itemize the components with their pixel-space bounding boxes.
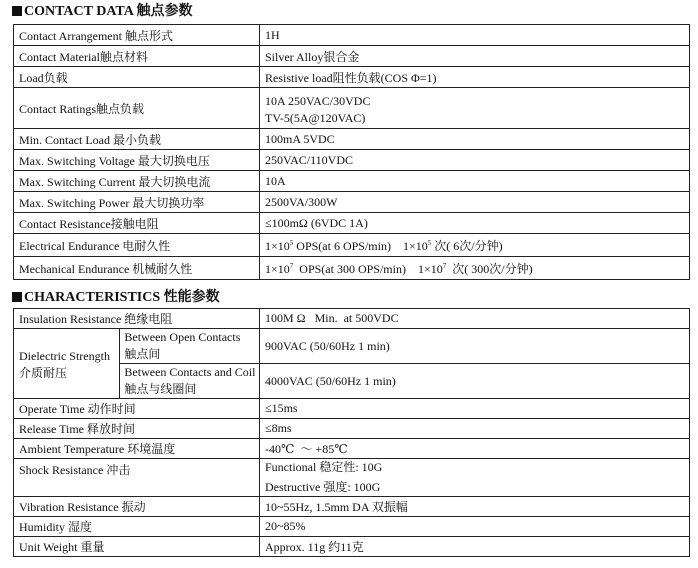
row-value: 900VAC (50/60Hz 1 min) [260, 329, 690, 364]
square-bullet-icon [12, 6, 22, 16]
table-row [14, 25, 690, 46]
table-row [14, 46, 690, 67]
square-bullet-icon [12, 292, 22, 302]
table-row [14, 497, 690, 517]
table-row [14, 309, 690, 329]
label-line: Dielectric Strength [19, 348, 110, 363]
row-label: Load负载 [14, 67, 260, 88]
exponent: 7 [289, 261, 294, 270]
table-row [14, 67, 690, 88]
row-label: Vibration Resistance 振动 [14, 497, 260, 517]
value-line: Destructive 强度: 100G [265, 480, 381, 494]
row-value: 10~55Hz, 1.5mm DA 双振幅 [260, 497, 690, 517]
value-line: Functional 稳定性: 10G [265, 460, 383, 474]
row-label: Electrical Endurance 电耐久性 [14, 234, 260, 257]
label-line: Between Open Contacts [124, 330, 241, 344]
row-label: Unit Weight 重量 [14, 537, 260, 557]
sub-label [120, 364, 260, 399]
table-row [14, 439, 690, 459]
row-label: Operate Time 动作时间 [14, 399, 260, 419]
row-value: 4000VAC (50/60Hz 1 min) [260, 364, 690, 399]
row-label: Max. Switching Current 最大切换电流 [14, 171, 260, 192]
row-value: 1H [260, 25, 690, 46]
table-row [14, 537, 690, 557]
row-label: Max. Switching Voltage 最大切换电压 [14, 150, 260, 171]
row-label: Insulation Resistance 绝缘电阻 [14, 309, 260, 329]
dielectric-strength-label [14, 329, 120, 399]
row-label: Max. Switching Power 最大切换功率 [14, 192, 260, 213]
row-value: -40℃ ～ +85℃ [260, 439, 690, 459]
contact-data-heading [12, 4, 193, 20]
row-label: Ambient Temperature 环境温度 [14, 439, 260, 459]
row-value [260, 88, 690, 129]
row-value: ≤8ms [260, 419, 690, 439]
row-value: 250VAC/110VDC [260, 150, 690, 171]
table-row [14, 399, 690, 419]
contact-data-table [13, 24, 690, 280]
row-label: Mechanical Endurance 机械耐久性 [14, 257, 260, 280]
table-row [14, 150, 690, 171]
table-row [14, 171, 690, 192]
exponent: 7 [442, 261, 447, 270]
value-text: 1×10 [265, 261, 290, 276]
label-line: 触点与线圈间 [124, 382, 197, 396]
table-row [14, 517, 690, 537]
value-text: OPS(at 300 OPS/min) 1×10 [293, 261, 443, 276]
row-value: 100mA 5VDC [260, 129, 690, 150]
row-label: Shock Resistance 冲击 [14, 459, 260, 497]
row-value: ≤100mΩ (6VDC 1A) [260, 213, 690, 234]
row-value: 2500VA/300W [260, 192, 690, 213]
characteristics-heading [12, 290, 220, 306]
label-line: Between Contacts and Coil [124, 365, 256, 379]
table-row [14, 192, 690, 213]
row-label: Contact Material触点材料 [14, 46, 260, 67]
value-text: OPS(at 6 OPS/min) 1×10 [293, 238, 428, 253]
value-line: 10A 250VAC/30VDC [265, 94, 371, 108]
row-value: 20~85% [260, 517, 690, 537]
row-value [260, 257, 690, 280]
row-value [260, 234, 690, 257]
table-row [14, 257, 690, 280]
row-value: ≤15ms [260, 399, 690, 419]
table-row [14, 329, 690, 364]
value-text: 次( 6次/分钟) [431, 238, 503, 253]
row-value: Approx. 11g 约11克 [260, 537, 690, 557]
row-label: Contact Ratings触点负载 [14, 88, 260, 129]
row-value: Resistive load阻性负载(COS Φ=1) [260, 67, 690, 88]
row-label: Min. Contact Load 最小负载 [14, 129, 260, 150]
row-value: 10A [260, 171, 690, 192]
row-label: Contact Resistance接触电阻 [14, 213, 260, 234]
table-row [14, 88, 690, 129]
characteristics-table [13, 308, 690, 557]
characteristics-title: CHARACTERISTICS 性能参数 [24, 290, 220, 305]
row-label: Release Time 释放时间 [14, 419, 260, 439]
contact-data-title: CONTACT DATA 触点参数 [24, 4, 193, 19]
table-row [14, 419, 690, 439]
value-line: TV-5(5A@120VAC) [265, 111, 366, 125]
row-value [260, 459, 690, 497]
label-line: 触点间 [124, 347, 161, 361]
table-row [14, 459, 690, 497]
table-row [14, 234, 690, 257]
sub-label [120, 329, 260, 364]
exponent: 5 [289, 238, 294, 247]
table-row [14, 129, 690, 150]
exponent: 5 [427, 238, 432, 247]
table-row [14, 213, 690, 234]
row-value: 100M Ω Min. at 500VDC [260, 309, 690, 329]
row-label: Contact Arrangement 触点形式 [14, 25, 260, 46]
value-text: 次( 300次/分钟) [446, 261, 533, 276]
row-label: Humidity 湿度 [14, 517, 260, 537]
label-line: 介质耐压 [19, 365, 68, 380]
value-text: 1×10 [265, 238, 290, 253]
row-value: Silver Alloy银合金 [260, 46, 690, 67]
